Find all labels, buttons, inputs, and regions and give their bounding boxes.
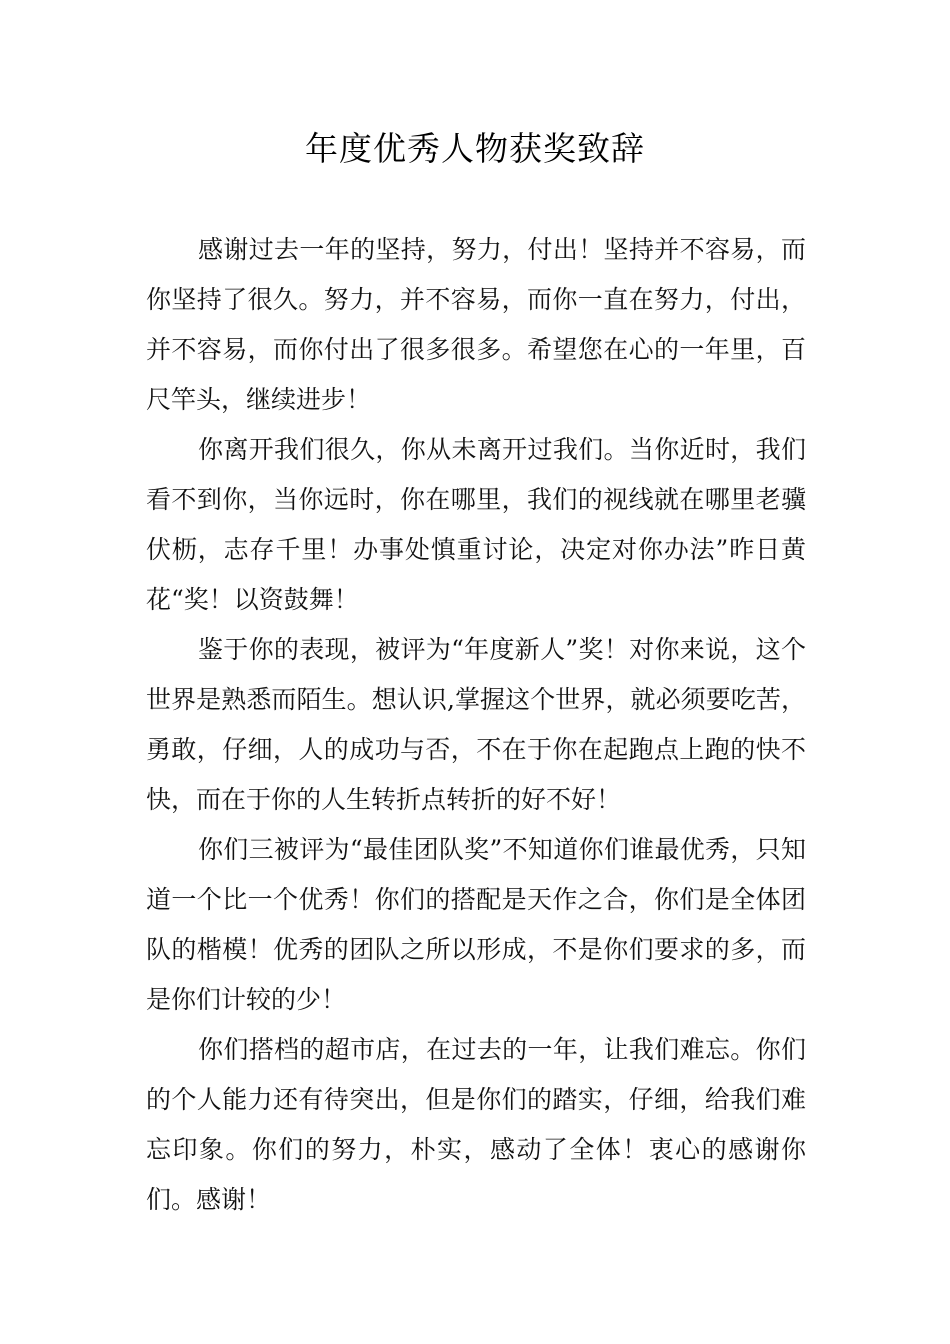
paragraph-1: 感谢过去一年的坚持，努力，付出！坚持并不容易，而你坚持了很久。努力，并不容易，而你一直在努力，付出，并不容易，而你付出了很多很多。希望您在心的一年里，百尺竿头，继续进步！ — [146, 235, 806, 414]
paragraph-3: 鉴于你的表现，被评为“年度新人”奖！对你来说，这个世界是熟悉而陌生。想认识,掌握这个世界，就必须要吃苦，勇敢，仔细，人的成功与否，不在于你在起跑点上跑的快不快，而在于你的人生转折点转折的好不好！ — [146, 635, 806, 814]
paragraph-5: 你们搭档的超市店，在过去的一年，让我们难忘。你们的个人能力还有待突出，但是你们的踏实，仔细，给我们难忘印象。你们的努力，朴实，感动了全体！衷心的感谢你们。感谢！ — [146, 1035, 806, 1214]
paragraph-4: 你们三被评为“最佳团队奖”不知道你们谁最优秀，只知道一个比一个优秀！你们的搭配是天作之合，你们是全体团队的楷模！优秀的团队之所以形成，不是你们要求的多，而是你们计较的少！ — [146, 835, 806, 1014]
document-title: 年度优秀人物获奖致辞 — [305, 129, 645, 168]
paragraph-2: 你离开我们很久，你从未离开过我们。当你近时，我们看不到你，当你远时，你在哪里，我们的视线就在哪里老骥伏枥，志存千里！办事处慎重讨论，决定对你办法”昨日黄花“奖！以资鼓舞！ — [146, 435, 806, 614]
document-body — [146, 225, 806, 1225]
